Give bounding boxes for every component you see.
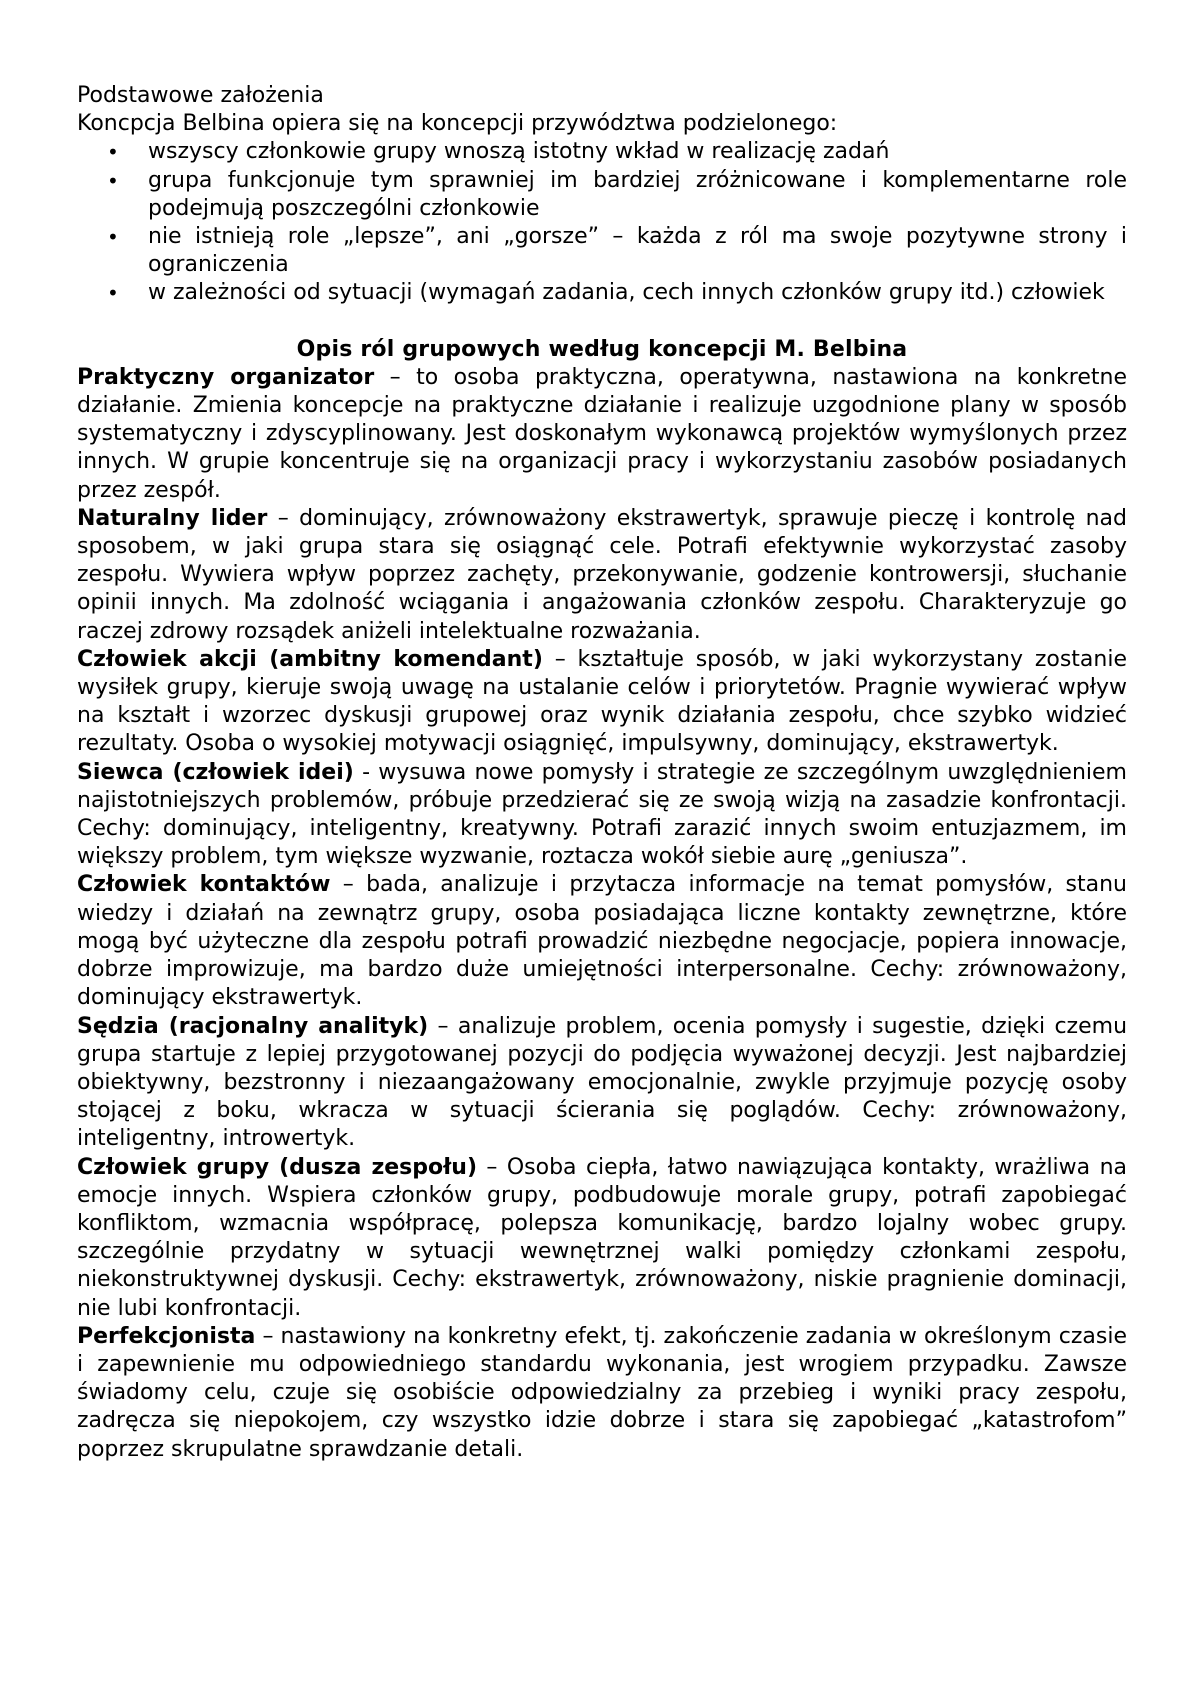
role-name: Człowiek grupy (dusza zespołu) [77,1154,478,1180]
role-name: Człowiek kontaktów [77,872,331,898]
role-paragraph-perfekcjonista [77,1323,1127,1464]
list-item-text: nie istnieją role „lepsze”, ani „gorsze” – każda z ról ma swoje pozytywne strony i ograniczenia [148,224,1127,278]
role-description: – nastawiony na konkretny efekt, tj. zakończenie zadania w określonym czasie i zapewnienie mu odpowiedniego standardu wykonania, jest wrogiem przypadku. Zawsze świadomy celu, czuje się osobiście odpowiedzialny za przebieg i wyniki pracy zespołu, zadręcza się niepokojem, czy wszystko idzie dobrze i stara się zapobiegać „katastrofom” poprzez skrupulatne sprawdzanie detali. [77,1323,1127,1462]
role-name: Naturalny lider [77,505,268,531]
section-title: Opis ról grupowych według koncepcji M. Belbina [296,336,908,362]
spacer [77,308,1127,336]
role-description: – kształtuje sposób, w jaki wykorzystany zostanie wysiłek grupy, kieruje swoją uwagę na ustalanie celów i priorytetów. Pragnie wywierać wpływ na kształt i wzorzec dyskusji grupowej oraz wynik działania zespołu, chce szybko widzieć rezultaty. Osoba o wysokiej motywacji osiągnięć, impulsywny, dominujący, ekstrawertyk. [77,646,1127,757]
role-paragraph-czlowiek-kontaktow [77,871,1127,1012]
role-name: Siewca (człowiek idei) [77,759,354,785]
list-item-text: grupa funkcjonuje tym sprawniej im bardziej zróżnicowane i komplementarne role podejmują poszczególni członkowie [148,167,1127,221]
role-paragraph-siewca [77,759,1127,872]
role-description: – Osoba ciepła, łatwo nawiązująca kontakty, wrażliwa na emocje innych. Wspiera członków grupy, podbudowuje morale grupy, potrafi zapobiegać konfliktom, wzmacnia współpracę, polepsza komunikację, bardzo lojalny wobec grupy. szczególnie przydatny w sytuacji wewnętrznej walki pomiędzy członkami zespołu, niekonstruktywnej dyskusji. Cechy: ekstrawertyk, zrównoważony, niskie pragnienie dominacji, nie lubi konfrontacji. [77,1154,1127,1321]
bullet-icon: • [107,168,119,193]
role-description: – analizuje problem, ocenia pomysły i sugestie, dzięki czemu grupa startuje z lepiej przygotowanej pozycji do podjęcia wyważonej decyzji. Jest najbardziej obiektywny, bezstronny i niezaangażowany emocjonalnie, zwykle przyjmuje pozycję osoby stojącej z boku, wkracza w sytuacji ścierania się poglądów. Cechy: zrównoważony, inteligentny, introwertyk. [77,1013,1128,1152]
bullet-icon: • [107,225,119,250]
role-name: Sędzia (racjonalny analityk) [77,1013,429,1039]
role-name: Człowiek akcji (ambitny komendant) [77,646,543,672]
role-paragraph-sedzia [77,1013,1127,1154]
list-item-text: wszyscy członkowie grupy wnoszą istotny wkład w realizację zadań [148,139,890,165]
role-description: – bada, analizuje i przytacza informacje na temat pomysłów, stanu wiedzy i działań na zewnątrz grupy, osoba posiadająca liczne kontakty zewnętrzne, które mogą być użyteczne dla zespołu potrafi prowadzić niezbędne negocjacje, popiera innowacje, dobrze improwizuje, ma bardzo duże umiejętności interpersonalne. Cechy: zrównoważony, dominujący ekstrawertyk. [77,872,1128,1011]
list-item [77,279,1127,307]
role-paragraph-czlowiek-akcji [77,646,1127,759]
list-item [77,223,1127,279]
role-paragraph-naturalny-lider [77,505,1127,646]
list-item [77,138,1127,166]
document-page [77,82,1127,1464]
role-description: – to osoba praktyczna, operatywna, nastawiona na konkretne działanie. Zmienia koncepcje na praktyczne działanie i realizuje uzgodnione plany w sposób systematyczny i zdyscyplinowany. Jest doskonałym wykonawcą projektów wymyślonych przez innych. W grupie koncentruje się na organizacji pracy i wykorzystaniu zasobów posiadanych przez zespół. [77,364,1127,503]
list-item [77,167,1127,223]
bullet-icon: • [107,140,119,165]
heading: Podstawowe założenia [77,83,324,108]
role-name: Praktyczny organizator [77,364,375,390]
role-paragraph-czlowiek-grupy [77,1154,1127,1323]
role-name: Perfekcjonista [77,1323,256,1349]
role-description: – dominujący, zrównoważony ekstrawertyk, sprawuje pieczę i kontrolę nad sposobem, w jaki grupa stara się osiągnąć cele. Potrafi efektywnie wykorzystać zasoby zespołu. Wywiera wpływ poprzez zachęty, przekonywanie, godzenie kontrowersji, słuchanie opinii innych. Ma zdolność wciągania i angażowania członków zespołu. Charakteryzuje go raczej zdrowy rozsądek aniżeli intelektualne rozważania. [77,505,1128,644]
role-description: - wysuwa nowe pomysły i strategie ze szczególnym uwzględnieniem najistotniejszych problemów, próbuje przedzierać się ze swoją wizją na zasadzie konfrontacji. Cechy: dominujący, inteligentny, kreatywny. Potrafi zarazić innych swoim entuzjazmem, im większy problem, tym większe wyzwanie, roztacza wokół siebie aurę „geniusza”. [77,759,1127,870]
list-item-text: w zależności od sytuacji (wymagań zadania, cech innych członków grupy itd.) człowiek [148,280,1105,306]
intro-text: Koncpcja Belbina opiera się na koncepcji przywództwa podzielonego: [77,111,838,137]
bullet-icon: • [107,281,119,306]
role-paragraph-praktyczny-organizator [77,364,1127,505]
principles-list [77,138,1127,307]
